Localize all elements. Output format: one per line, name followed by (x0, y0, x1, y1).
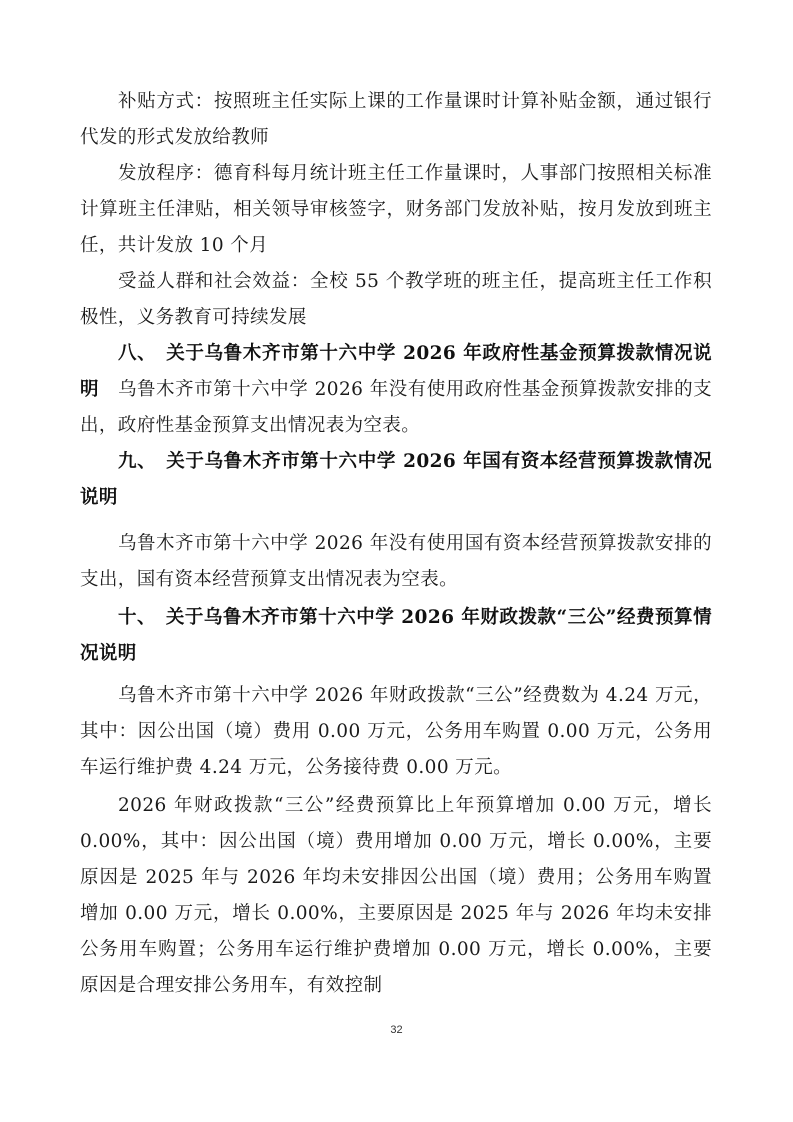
paragraph-state-capital: 乌鲁木齐市第十六中学 2026 年没有使用国有资本经营预算拨款安排的支出，国有资本经营预算支出情况表为空表。 (80, 533, 712, 590)
section-heading-9: 九、 关于乌鲁木齐市第十六中学 2026 年国有资本经营预算拨款情况说明 (80, 451, 712, 508)
paragraph-three-public-expenses: 乌鲁木齐市第十六中学 2026 年财政拨款“三公”经费数为 4.24 万元，其中：因公出国（境）费用 0.00 万元，公务用车购置 0.00 万元，公务用车运行维护费 4.24 万元，公务接待费 0.00 万元。 (80, 685, 712, 778)
paragraph-budget-comparison: 2026 年财政拨款“三公”经费预算比上年预算增加 0.00 万元，增长 0.00%，其中：因公出国（境）费用增加 0.00 万元，增长 0.00%，主要原因是 2025 年与 2026 年均未安排因公出国（境）费用；公务用车购置增加 0.00 万元，增长 0.00%，主要原因是 2025 年与 2026 年均未安排公务用车购置；公务用车运行维护费增加 0.00 万元，增长 0.00%，主要原因是合理安排公务用车，有效控制 (80, 795, 712, 996)
paragraph-government-fund: 乌鲁木齐市第十六中学 2026 年没有使用政府性基金预算拨款安排的支出，政府性基金预算支出情况表为空表。 (80, 379, 712, 436)
paragraph-subsidy-method: 补贴方式：按照班主任实际上课的工作量课时计算补贴金额，通过银行代发的形式发放给教师 (80, 91, 712, 148)
section-heading-8: 八、 关于乌鲁木齐市第十六中学 2026 年政府性基金预算拨款情况说明 (80, 343, 712, 400)
section-heading-10: 十、 关于乌鲁木齐市第十六中学 2026 年财政拨款“三公”经费预算情况说明 (80, 607, 712, 664)
paragraph-beneficiaries: 受益人群和社会效益：全校 55 个教学班的班主任，提高班主任工作积极性，义务教育可持续发展 (80, 271, 712, 328)
paragraph-distribution-procedure: 发放程序：德育科每月统计班主任工作量课时，人事部门按照相关标准计算班主任津贴，相关领导审核签字，财务部门发放补贴，按月发放到班主任，共计发放 10 个月 (80, 163, 712, 256)
page-number: 32 (390, 1024, 403, 1036)
